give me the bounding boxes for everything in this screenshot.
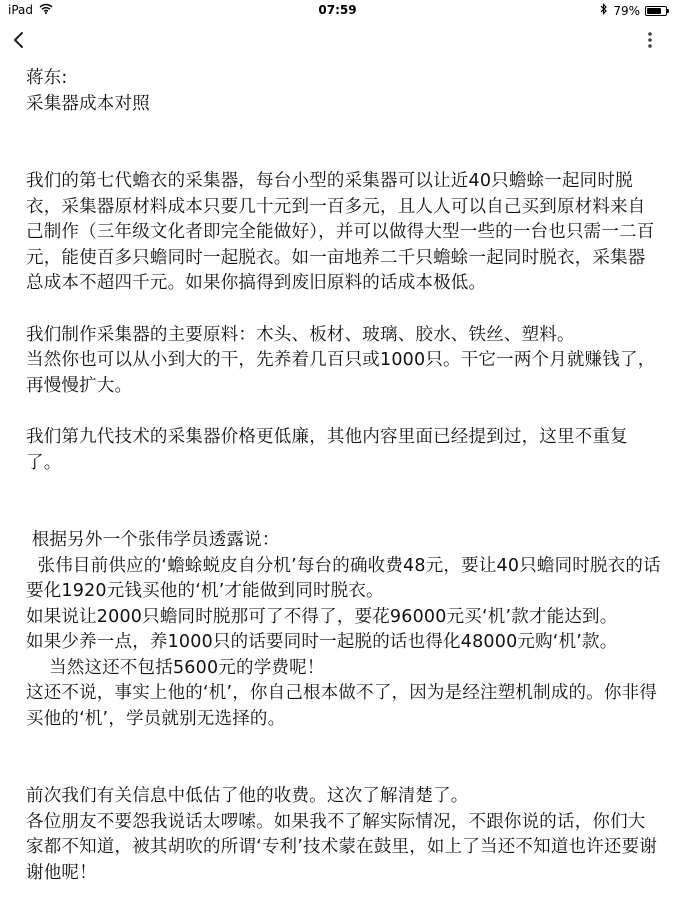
back-button[interactable] <box>8 26 34 54</box>
paragraph-pricing: 张伟目前供应的‘蟾蜍蜕皮自分机’每台的确收费48元，要让40只蟾同时脱衣的话要化1920元钱买他的‘机’才能做到同时脱衣。 <box>26 555 661 601</box>
status-right <box>600 3 667 18</box>
article-body <box>26 66 662 886</box>
bluetooth-icon <box>600 3 608 18</box>
subject-title: 采集器成本对照 <box>26 93 150 114</box>
paragraph-2000-cost: 如果说让2000只蟾同时脱那可了不得了，要花96000元买‘机’款才能达到。 <box>26 606 618 627</box>
paragraph-scale-up: 当然你也可以从小到大的干，先养着几百只或1000只。干它一两个月就赚钱了，再慢慢扩大。 <box>26 350 656 396</box>
paragraph-tuition: 当然这还不包括5600元的学费呢！ <box>26 657 325 678</box>
battery-level-fill <box>647 8 661 14</box>
status-time: 07:59 <box>318 3 357 17</box>
more-button[interactable] <box>635 26 665 54</box>
chevron-left-icon <box>8 26 34 54</box>
more-vertical-icon <box>635 26 665 54</box>
greeting: 蒋东: <box>26 68 68 88</box>
battery-icon <box>645 6 667 16</box>
paragraph-collector-cost: 我们的第七代蟾衣的采集器，每台小型的采集器可以让近40只蟾蜍一起同时脱衣，采集器原材料成本只要几十元到一百多元，且人人可以自己买到原材料来自己制作（三年级文化者即完全能做好），并可以做得大型一些的一台也只需一二百元，能使百多只蟾同时一起脱衣。如一亩地养二千只蟾蜍一起同时脱衣，采集器总成本不超四千元。如果你搞得到废旧原料的话成本极低。 <box>26 171 655 293</box>
status-bar <box>0 0 675 22</box>
battery-percent: 79% <box>613 3 640 18</box>
paragraph-1000-cost: 如果少养一点，养1000只的话要同时一起脱的话也得化48000元购‘机’款。 <box>26 632 618 652</box>
paragraph-injection-molded: 这还不说，事实上他的‘机’，你自己根本做不了，因为是经注塑机制成的。你非得买他的‘机’，学员就别无选择的。 <box>26 683 658 729</box>
paragraph-closing: 各位朋友不要怨我说话太啰嗦。如果我不了解实际情况，不跟你说的话，你们大家都不知道，被其胡吹的所谓‘专利’技术蒙在鼓里，如上了当还不知道也许还要谢谢他呢！ <box>26 811 658 883</box>
paragraph-ninth-gen: 我们第九代技术的采集器价格更低廉，其他内容里面已经提到过，这里不重复了。 <box>26 427 628 473</box>
paragraph-underestimated: 前次我们有关信息中低估了他的收费。这次了解清楚了。 <box>26 786 469 806</box>
paragraph-disclosure-intro: 根据另外一个张伟学员透露说： <box>26 530 280 550</box>
nav-bar <box>0 22 675 58</box>
device-name: iPad <box>8 3 34 17</box>
paragraph-materials: 我们制作采集器的主要原料：木头、板材、玻璃、胶水、铁丝、塑料。 <box>26 324 575 345</box>
